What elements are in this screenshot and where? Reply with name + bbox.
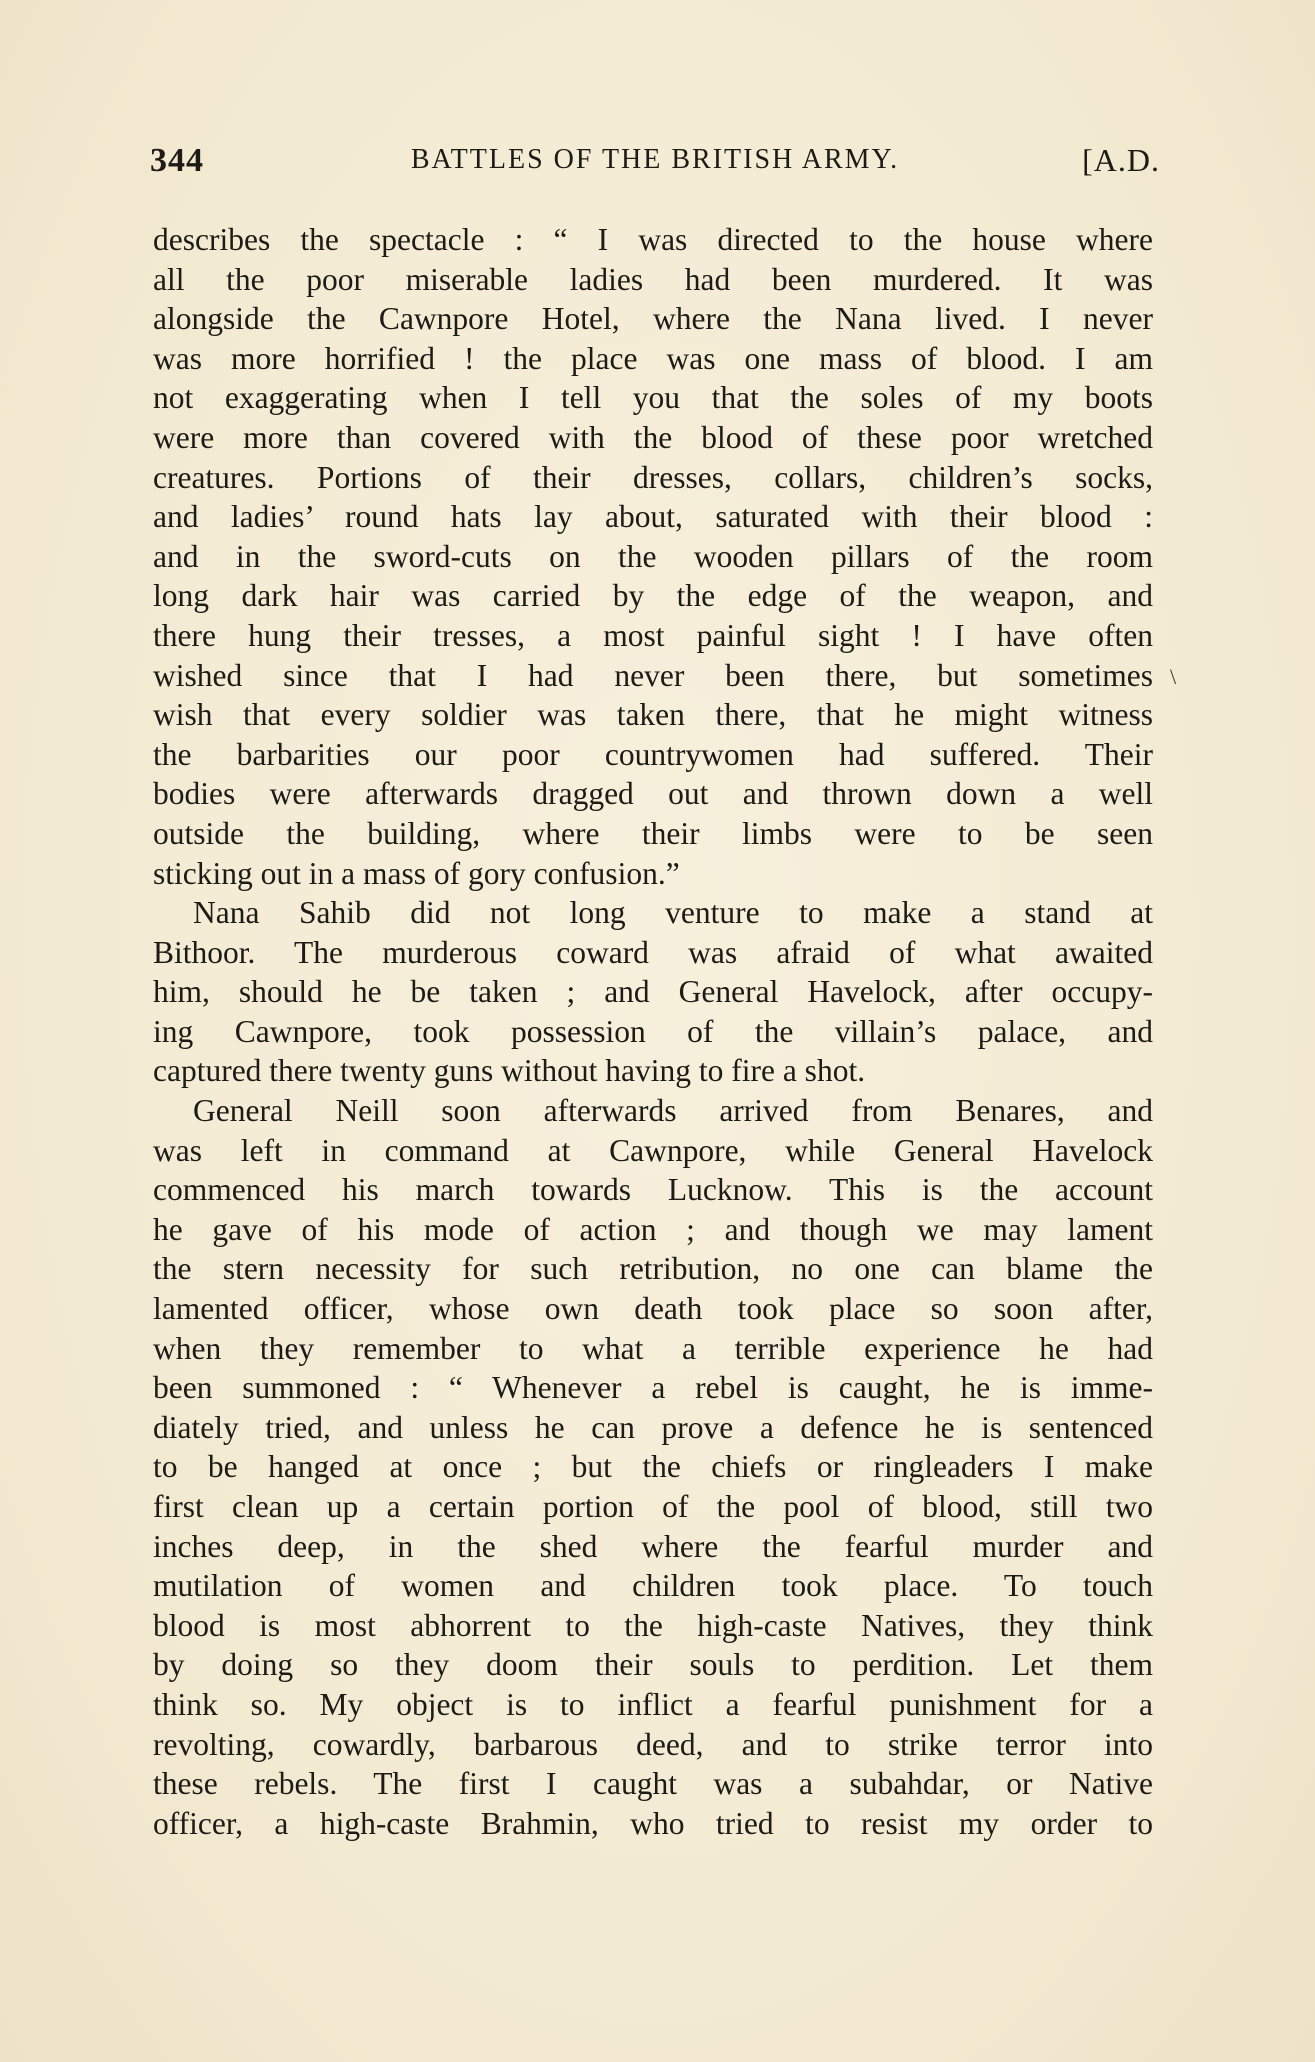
text-line: and in the sword-cuts on the wooden pillars of the room	[153, 538, 1153, 574]
running-head	[150, 142, 1160, 192]
text-line: and ladies’ round hats lay about, saturated with their blood :	[153, 499, 1153, 535]
text-line: creatures. Portions of their dresses, collars, children’s socks,	[153, 459, 1153, 495]
text-line: alongside the Cawnpore Hotel, where the Nana lived. I never	[153, 301, 1153, 337]
running-title: BATTLES OF THE BRITISH ARMY.	[410, 144, 900, 175]
text-line: captured there twenty guns without having to fire a shot.	[153, 1053, 866, 1089]
margin-mark: \	[1170, 664, 1177, 689]
text-line: wish that every soldier was taken there, that he might witness	[153, 697, 1153, 733]
text-line: bodies were afterwards dragged out and thrown down a well	[153, 776, 1153, 812]
text-line: General Neill soon afterwards arrived from Benares, and	[193, 1093, 1153, 1129]
text-line: officer, a high-caste Brahmin, who tried to resist my order to	[153, 1805, 1153, 1841]
text-line: been summoned : “ Whenever a rebel is caught, he is imme-	[153, 1370, 1153, 1406]
text-line: these rebels. The first I caught was a subahdar, or Native	[153, 1766, 1153, 1802]
text-line: him, should he be taken ; and General Havelock, after occupy-	[153, 974, 1153, 1010]
text-line: all the poor miserable ladies had been murdered. It was	[153, 261, 1153, 297]
text-line: ing Cawnpore, took possession of the villain’s palace, and	[153, 1013, 1153, 1049]
page-number: 344	[150, 142, 204, 179]
text-line: when they remember to what a terrible experience he had	[153, 1330, 1153, 1366]
text-line: Bithoor. The murderous coward was afraid of what awaited	[153, 934, 1153, 970]
text-line: by doing so they doom their souls to perdition. Let them	[153, 1647, 1153, 1683]
text-line: lamented officer, whose own death took place so soon after,	[153, 1291, 1153, 1327]
text-line: long dark hair was carried by the edge of the weapon, and	[153, 578, 1153, 614]
text-line: the stern necessity for such retribution, no one can blame the	[153, 1251, 1153, 1287]
text-line: he gave of his mode of action ; and though we may lament	[153, 1211, 1153, 1247]
text-line: diately tried, and unless he can prove a defence he is sentenced	[153, 1409, 1153, 1445]
text-line: was more horrified ! the place was one mass of blood. I am	[153, 340, 1153, 376]
text-line: inches deep, in the shed where the fearful murder and	[153, 1528, 1153, 1564]
text-line: wished since that I had never been there, but sometimes	[153, 657, 1153, 693]
text-line: first clean up a certain portion of the pool of blood, still two	[153, 1489, 1153, 1524]
text-line: there hung their tresses, a most painful sight ! I have often	[153, 617, 1153, 653]
text-line: outside the building, where their limbs were to be seen	[153, 815, 1153, 851]
text-line: sticking out in a mass of gory confusion.”	[153, 855, 680, 891]
body-text	[153, 220, 1153, 1843]
text-line: mutilation of women and children took place. To touch	[153, 1568, 1153, 1604]
text-line: revolting, cowardly, barbarous deed, and to strike terror into	[153, 1726, 1153, 1762]
text-line: was left in command at Cawnpore, while General Havelock	[153, 1132, 1153, 1168]
text-line: commenced his march towards Lucknow. This is the account	[153, 1172, 1153, 1208]
text-line: the barbarities our poor countrywomen had suffered. Their	[153, 736, 1153, 772]
text-line: think so. My object is to inflict a fearful punishment for a	[153, 1686, 1153, 1722]
text-line: blood is most abhorrent to the high-caste Natives, they think	[153, 1607, 1153, 1643]
text-line: describes the spectacle : “ I was directed to the house where	[153, 222, 1153, 257]
text-line: to be hanged at once ; but the chiefs or ringleaders I make	[153, 1449, 1153, 1485]
text-line: were more than covered with the blood of these poor wretched	[153, 419, 1153, 455]
text-line: not exaggerating when I tell you that the soles of my boots	[153, 380, 1153, 416]
running-head-right: [A.D.	[1082, 142, 1160, 178]
text-line: Nana Sahib did not long venture to make a stand at	[193, 895, 1153, 931]
